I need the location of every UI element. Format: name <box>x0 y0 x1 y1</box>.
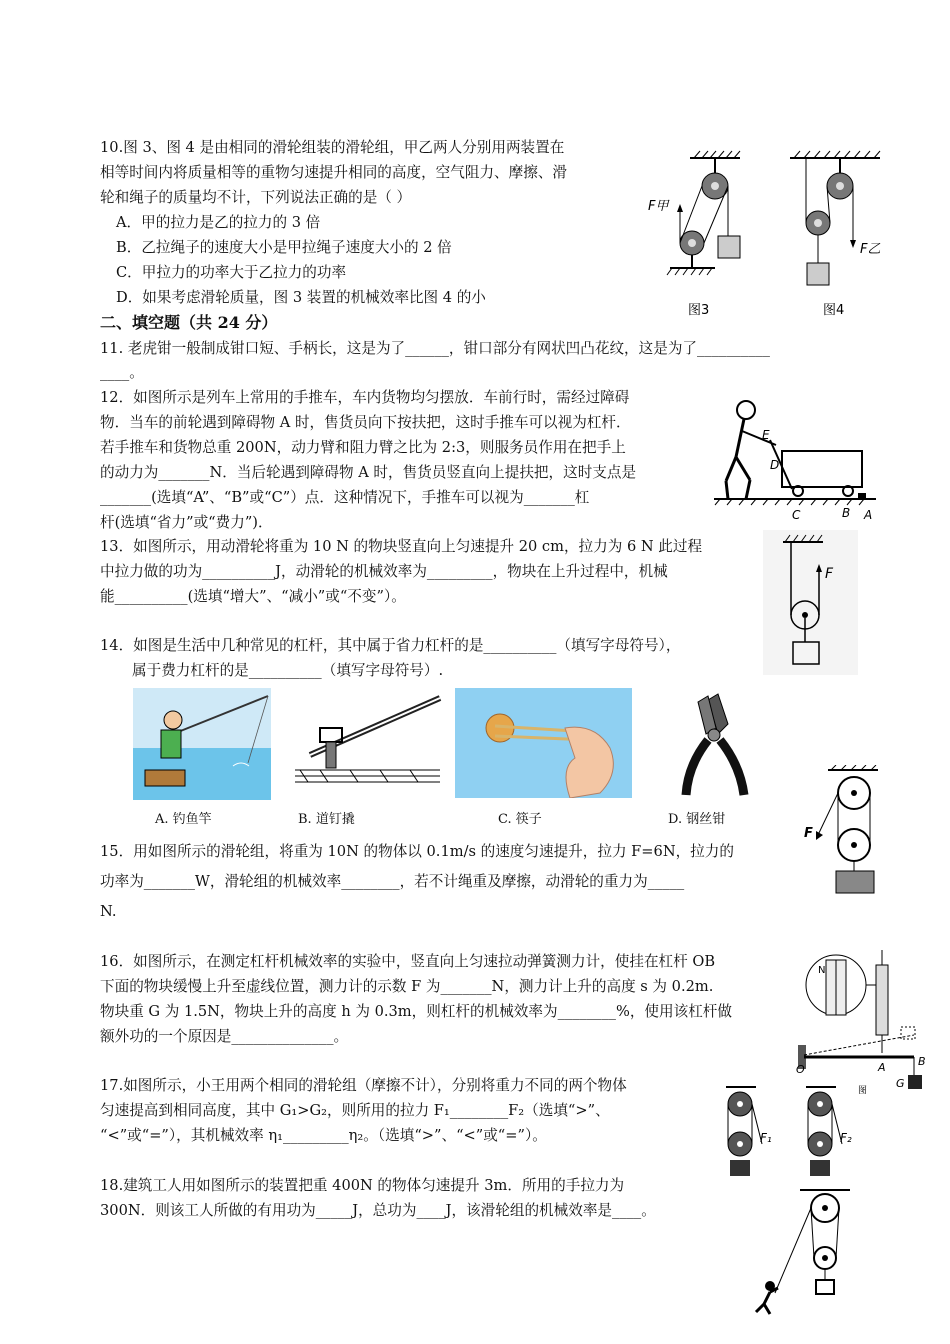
q13-line-3: 能__________(选填“增大”、“减小”或“不变”）。 <box>100 588 406 605</box>
q16-line-1: 16．如图所示，在测定杠杆机械效率的实验中，竖直向上匀速拉动弹簧测力计，使挂在杠杆 OB <box>100 953 716 970</box>
caption-d: D. 钢丝钳 <box>668 812 726 827</box>
q10-option-b: B．乙拉绳子的速度大小是甲拉绳子速度大小的 2 倍 <box>116 239 452 256</box>
lever-label-a: A <box>878 1061 886 1074</box>
q17-line-1: 17.如图所示，小王用两个相同的滑轮组（摩擦不计），分别将重力不同的两个物体 <box>100 1077 627 1094</box>
q15-f-label: F <box>804 826 813 841</box>
q14-line-2: 属于费力杠杆的是__________（填写字母符号）. <box>132 662 444 679</box>
q10-line-2: 相等时间内将质量相等的重物匀速提升相同的高度，空气阻力、摩擦、滑 <box>100 164 568 181</box>
cart-label-a: A <box>864 508 873 522</box>
q16-line-3: 物块重 G 为 1.5N，物块上升的高度 h 为 0.3m，则杠杆的机械效率为________%，使用该杠杆做 <box>100 1003 732 1020</box>
q16-line-4: 额外功的一个原因是______________。 <box>100 1028 349 1045</box>
q15-line-2: 功率为_______W，滑轮组的机械效率________，若不计绳重及摩擦，动滑轮的重力为_____ <box>100 873 685 890</box>
q14-line-1: 14．如图是生活中几种常见的杠杆，其中属于省力杠杆的是__________（填写字母符号）， <box>100 637 681 654</box>
lever-label-g: G <box>896 1077 905 1090</box>
two-pulley-groups-figure <box>718 1082 868 1182</box>
spike-crowbar-image <box>290 690 445 800</box>
worker-pulley-figure <box>740 1188 860 1318</box>
lever-label-b: B <box>918 1055 926 1068</box>
fishing-rod-image <box>133 688 271 800</box>
q10-option-a: A．甲的拉力是乙的拉力的 3 倍 <box>116 214 321 231</box>
f-yi-label: F乙 <box>860 242 881 257</box>
pulley-group-q15 <box>798 765 883 895</box>
q12-line-5: _______(选填“A”、“B”或“C”）点．这种情况下，手推车可以视为_______杠 <box>100 489 590 506</box>
fig4-label: 图4 <box>823 303 845 318</box>
f1-label: F₁ <box>760 1131 772 1145</box>
q11-line-1: 11. 老虎钳一般制成钳口短、手柄长，这是为了______，钳口部分有网状凹凸花纹，这是为了__________ <box>100 340 770 357</box>
q16-line-2: 下面的物块缓慢上升至虚线位置，测力计的示数 F 为_______N，测力计上升的高度 s 为 0.2m. <box>100 978 714 995</box>
q11-line-2: ____。 <box>100 364 144 381</box>
q17-line-2: 匀速提高到相同高度，其中 G₁>G₂，则所用的拉力 F₁________F₂（选填“>”、 <box>100 1102 610 1119</box>
caption-b: B. 道钉撬 <box>298 812 355 827</box>
meter-label-n: N <box>818 965 826 976</box>
pulley-figures-3-4 <box>640 148 890 323</box>
q12-line-4: 的动力为_______N．当后轮遇到障碍物 A 时，售货员竖直向上提扶把，这时支点是 <box>100 464 637 481</box>
movable-pulley-figure <box>763 530 858 675</box>
section-2-title: 二、填空题（共 24 分） <box>100 313 278 332</box>
fig3-label: 图3 <box>688 303 710 318</box>
lever-efficiency-figure <box>796 945 936 1095</box>
caption-a: A. 钓鱼竿 <box>155 812 212 827</box>
cart-label-c: C <box>792 508 801 522</box>
q10-line-3: 轮和绳子的质量均不计，下列说法正确的是（ ） <box>100 189 412 206</box>
q17-line-3: “<”或“=”），其机械效率 η₁_________η₂。（选填“>”、“<”或“=”）。 <box>100 1127 547 1144</box>
q12-line-3: 若手推车和货物总重 200N，动力臂和阻力臂之比为 2:3，则服务员作用在把手上 <box>100 439 626 456</box>
lever-fig-label: 图 <box>858 1086 868 1095</box>
q15-line-1: 15．用如图所示的滑轮组，将重为 10N 的物体以 0.1m/s 的速度匀速提升，拉力 F=6N，拉力的 <box>100 843 734 860</box>
q13-line-1: 13．如图所示，用动滑轮将重为 10 N 的物块竖直向上匀速提升 20 cm，拉力为 6 N 此过程 <box>100 538 703 555</box>
q13-f-label: F <box>825 566 834 582</box>
q13-line-2: 中拉力做的功为__________J，动滑轮的机械效率为_________，物块在上升过程中，机械 <box>100 563 668 580</box>
q10-option-d: D．如果考虑滑轮质量，图 3 装置的机械效率比图 4 的小 <box>116 289 486 306</box>
q18-line-2: 300N．则该工人所做的有用功为_____J，总功为____J，该滑轮组的机械效率是____。 <box>100 1202 656 1219</box>
q12-line-6: 杆(选填“省力”或“费力”)． <box>100 514 273 531</box>
f-jia-label: F甲 <box>648 199 669 214</box>
chopsticks-image <box>455 688 632 798</box>
cart-label-b: B <box>842 506 851 520</box>
f2-label: F₂ <box>840 1131 852 1145</box>
q10-line-1: 10.图 3、图 4 是由相同的滑轮组装的滑轮组，甲乙两人分别用两装置在 <box>100 139 565 156</box>
q15-line-3: N. <box>100 903 117 920</box>
cart-figure <box>710 395 880 525</box>
q18-line-1: 18.建筑工人用如图所示的装置把重 400N 的物体匀速提升 3m．所用的手拉力为 <box>100 1177 625 1194</box>
q12-line-1: 12．如图所示是列车上常用的手推车，车内货物均匀摆放．车前行时，需经过障碍 <box>100 389 630 406</box>
cart-label-e: E <box>762 428 770 442</box>
lever-label-o: O <box>796 1063 805 1076</box>
caption-c: C. 筷子 <box>498 812 542 827</box>
q10-option-c: C．甲拉力的功率大于乙拉力的功率 <box>116 264 347 281</box>
cart-label-d: D <box>770 458 780 472</box>
q12-line-2: 物．当车的前轮遇到障碍物 A 时，售货员向下按扶把，这时手推车可以视为杠杆． <box>100 414 631 431</box>
wire-pliers-image <box>668 690 758 800</box>
